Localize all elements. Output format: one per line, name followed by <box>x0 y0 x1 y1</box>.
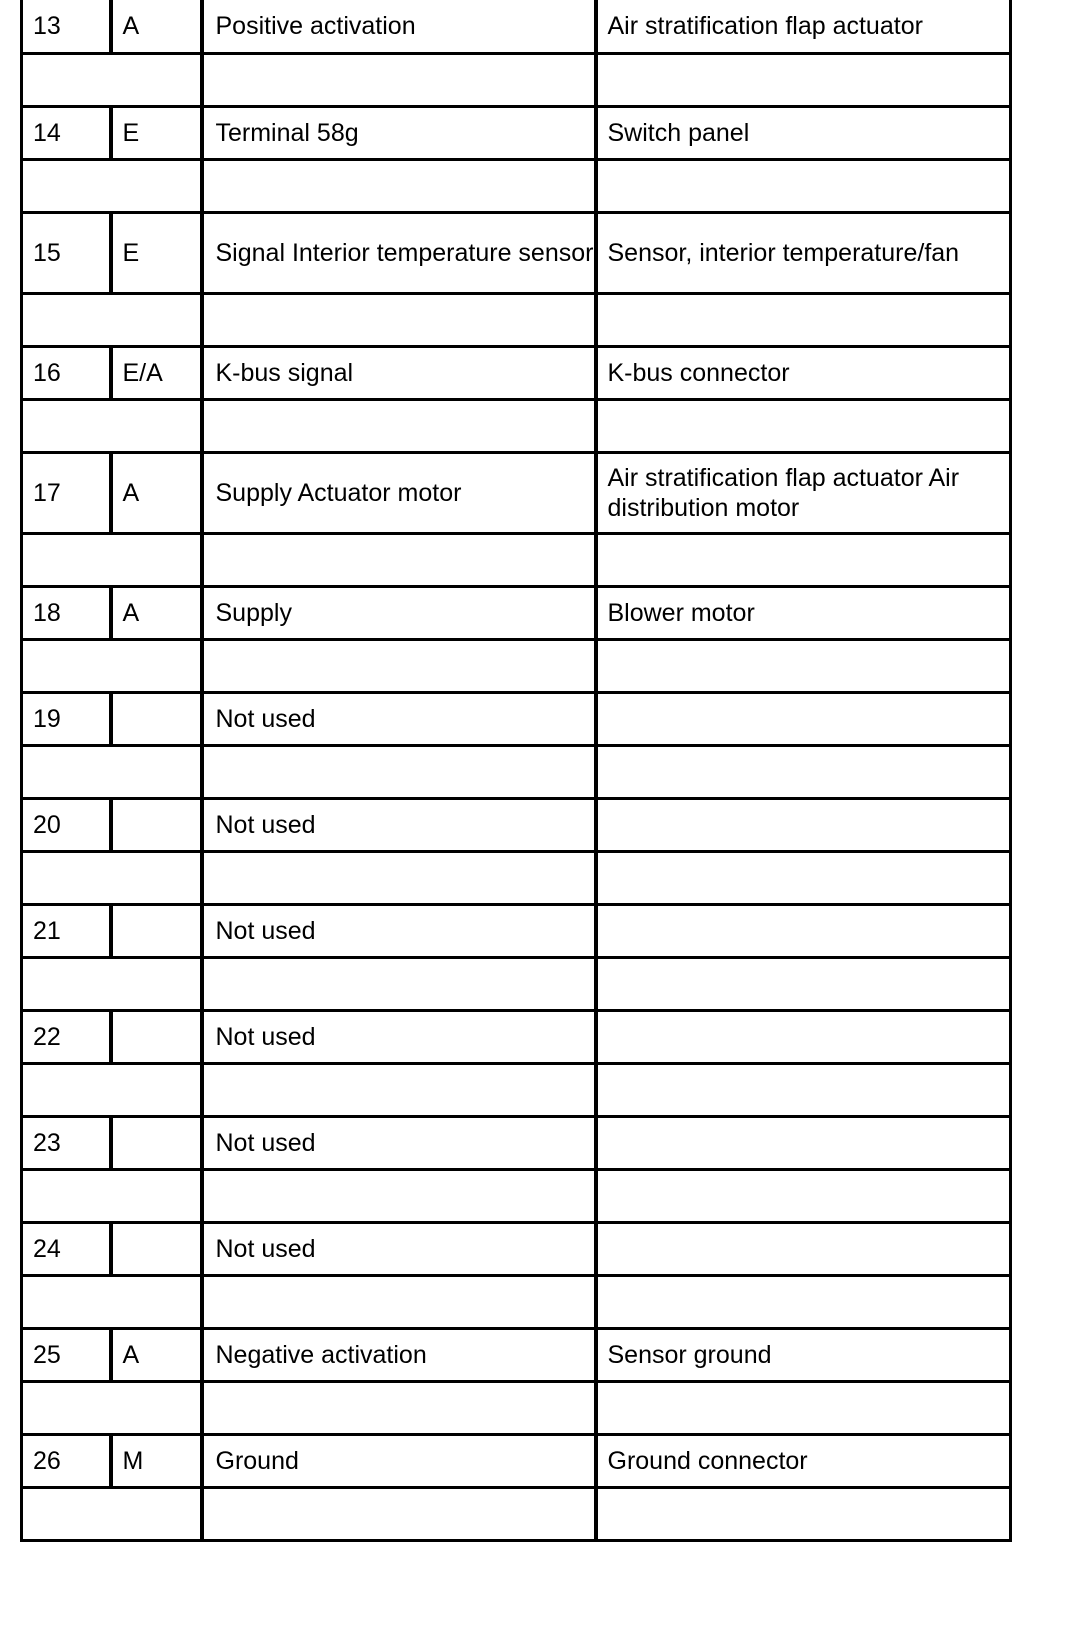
signal-type-cell <box>111 692 202 745</box>
signal-type-cell <box>111 1222 202 1275</box>
table-row <box>22 346 1011 399</box>
spacer-cell <box>596 957 1011 1010</box>
spacer-row <box>22 533 1011 586</box>
pin-number-cell: 23 <box>22 1116 111 1169</box>
component-cell: Sensor ground <box>596 1328 1011 1381</box>
spacer-cell <box>202 1487 596 1540</box>
component-cell <box>596 798 1011 851</box>
spacer-row <box>22 745 1011 798</box>
spacer-row <box>22 1381 1011 1434</box>
signal-type-cell <box>111 1116 202 1169</box>
signal-type-cell: E <box>111 106 202 159</box>
spacer-cell <box>596 1275 1011 1328</box>
signal-type-cell: A <box>111 586 202 639</box>
signal-description-cell: Not used <box>202 692 596 745</box>
signal-type-cell: M <box>111 1434 202 1487</box>
spacer-cell <box>22 533 202 586</box>
spacer-cell <box>202 53 596 106</box>
signal-description-cell: Supply Actuator motor <box>202 452 596 533</box>
pin-number-cell: 15 <box>22 212 111 293</box>
spacer-cell <box>22 1063 202 1116</box>
spacer-cell <box>596 53 1011 106</box>
pin-number-cell: 16 <box>22 346 111 399</box>
spacer-cell <box>202 745 596 798</box>
spacer-cell <box>596 533 1011 586</box>
spacer-cell <box>202 851 596 904</box>
spacer-cell <box>202 1063 596 1116</box>
signal-type-cell: E/A <box>111 346 202 399</box>
pin-number-cell: 24 <box>22 1222 111 1275</box>
signal-type-cell <box>111 904 202 957</box>
pin-number-cell: 18 <box>22 586 111 639</box>
component-cell <box>596 692 1011 745</box>
spacer-cell <box>22 1169 202 1222</box>
spacer-row <box>22 957 1011 1010</box>
signal-type-cell: A <box>111 0 202 53</box>
spacer-cell <box>202 639 596 692</box>
spacer-row <box>22 53 1011 106</box>
component-cell: Sensor, interior temperature/fan <box>596 212 1011 293</box>
spacer-row <box>22 399 1011 452</box>
spacer-cell <box>596 1487 1011 1540</box>
signal-description-cell: Not used <box>202 1222 596 1275</box>
signal-description-cell: Terminal 58g <box>202 106 596 159</box>
pin-number-cell: 25 <box>22 1328 111 1381</box>
spacer-cell <box>596 293 1011 346</box>
component-cell: Air stratification flap actuator Air distribution motor <box>596 452 1011 533</box>
spacer-cell <box>22 399 202 452</box>
table-body <box>22 0 1011 1540</box>
table-row <box>22 1116 1011 1169</box>
spacer-cell <box>596 1381 1011 1434</box>
signal-description-cell: Not used <box>202 1010 596 1063</box>
table-row <box>22 0 1011 53</box>
component-cell <box>596 904 1011 957</box>
spacer-cell <box>596 1169 1011 1222</box>
component-cell <box>596 1010 1011 1063</box>
component-cell: Blower motor <box>596 586 1011 639</box>
table-row <box>22 904 1011 957</box>
spacer-cell <box>202 957 596 1010</box>
component-cell: Switch panel <box>596 106 1011 159</box>
spacer-cell <box>22 1487 202 1540</box>
pin-number-cell: 21 <box>22 904 111 957</box>
table-row <box>22 1434 1011 1487</box>
spacer-cell <box>596 159 1011 212</box>
spacer-cell <box>202 1381 596 1434</box>
table-row <box>22 1010 1011 1063</box>
pin-number-cell: 26 <box>22 1434 111 1487</box>
spacer-cell <box>22 851 202 904</box>
spacer-cell <box>202 533 596 586</box>
spacer-cell <box>22 1275 202 1328</box>
spacer-row <box>22 851 1011 904</box>
spacer-cell <box>596 399 1011 452</box>
pin-number-cell: 22 <box>22 1010 111 1063</box>
table-row <box>22 1328 1011 1381</box>
pin-number-cell: 19 <box>22 692 111 745</box>
pin-assignment-table <box>20 0 1012 1542</box>
signal-type-cell <box>111 1010 202 1063</box>
spacer-cell <box>22 159 202 212</box>
component-cell <box>596 1222 1011 1275</box>
table-row <box>22 212 1011 293</box>
spacer-cell <box>22 293 202 346</box>
signal-type-cell <box>111 798 202 851</box>
table-row <box>22 586 1011 639</box>
spacer-cell <box>22 957 202 1010</box>
spacer-cell <box>596 851 1011 904</box>
pin-number-cell: 13 <box>22 0 111 53</box>
spacer-cell <box>596 745 1011 798</box>
pin-number-cell: 14 <box>22 106 111 159</box>
spacer-cell <box>202 293 596 346</box>
spacer-cell <box>22 53 202 106</box>
spacer-cell <box>596 1063 1011 1116</box>
table-row <box>22 1222 1011 1275</box>
spacer-row <box>22 1063 1011 1116</box>
spacer-cell <box>202 1169 596 1222</box>
signal-type-cell: E <box>111 212 202 293</box>
signal-description-cell: K-bus signal <box>202 346 596 399</box>
spacer-row <box>22 639 1011 692</box>
spacer-cell <box>596 639 1011 692</box>
table-row <box>22 452 1011 533</box>
pin-number-cell: 17 <box>22 452 111 533</box>
signal-description-cell: Not used <box>202 904 596 957</box>
table-row <box>22 106 1011 159</box>
spacer-cell <box>22 1381 202 1434</box>
spacer-cell <box>202 1275 596 1328</box>
signal-description-cell: Not used <box>202 798 596 851</box>
signal-type-cell: A <box>111 452 202 533</box>
spacer-cell <box>202 399 596 452</box>
component-cell: K-bus connector <box>596 346 1011 399</box>
component-cell: Ground connector <box>596 1434 1011 1487</box>
spacer-row <box>22 1275 1011 1328</box>
signal-description-cell: Signal Interior temperature sensor <box>202 212 596 293</box>
spacer-cell <box>22 639 202 692</box>
signal-description-cell: Negative activation <box>202 1328 596 1381</box>
spacer-row <box>22 1487 1011 1540</box>
signal-type-cell: A <box>111 1328 202 1381</box>
spacer-row <box>22 293 1011 346</box>
spacer-cell <box>202 159 596 212</box>
spacer-cell <box>22 745 202 798</box>
table-row <box>22 692 1011 745</box>
table-row <box>22 798 1011 851</box>
pin-number-cell: 20 <box>22 798 111 851</box>
signal-description-cell: Not used <box>202 1116 596 1169</box>
signal-description-cell: Ground <box>202 1434 596 1487</box>
signal-description-cell: Supply <box>202 586 596 639</box>
spacer-row <box>22 1169 1011 1222</box>
signal-description-cell: Positive activation <box>202 0 596 53</box>
component-cell: Air stratification flap actuator <box>596 0 1011 53</box>
spacer-row <box>22 159 1011 212</box>
component-cell <box>596 1116 1011 1169</box>
